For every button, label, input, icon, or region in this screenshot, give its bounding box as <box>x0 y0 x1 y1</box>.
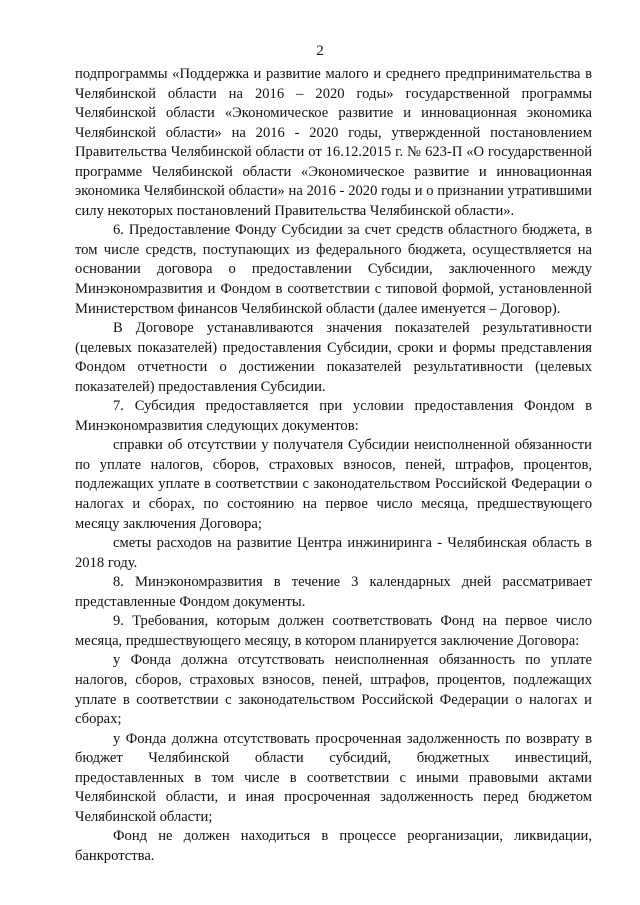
paragraph-8-review: 8. Минэкономразвития в течение 3 календарных дней рассматривает представленные Фондом документы. <box>75 574 592 610</box>
paragraph-subprogram-continuation: подпрограммы «Поддержка и развитие малого и среднего предпринимательства в Челябинской области на 2016 – 2020 годы» государственной программы Челябинской области «Экономическое развитие и инновационная экономика Челябинской области» на 2016 - 2020 годы, утвержденной постановлением Правительства Челябинской области от 16.12.2015 г. № 623-П «О государственной программе Челябинской области «Экономическое развитие и инновационная экономика Челябинской области» на 2016 - 2020 годы и о признании утратившими силу некоторых постановлений Правительства Челябинской области». <box>75 66 592 219</box>
document-body <box>75 65 592 866</box>
paragraph-6-subsidy-provision: 6. Предоставление Фонду Субсидии за счет средств областного бюджета, в том числе средств, поступающих из федерального бюджета, осуществляется на основании договора о предоставлении Субсидии, заключенного между Минэкономразвития и Фондом в соответствии с типовой формой, установленной Министерством финансов Челябинской области (далее именуется – Договор). <box>75 222 592 317</box>
paragraph-agreement-indicators: В Договоре устанавливаются значения показателей результативности (целевых показателей) предоставления Субсидии, сроки и формы представления Фондом отчетности о достижении показателей результативности (целевых показателей) предоставления Субсидии. <box>75 320 592 395</box>
paragraph-no-reorganization: Фонд не должен находиться в процессе реорганизации, ликвидации, банкротства. <box>75 828 592 864</box>
paragraph-9-requirements: 9. Требования, которым должен соответствовать Фонд на первое число месяца, предшествующего месяцу, в котором планируется заключение Договора: <box>75 613 592 649</box>
paragraph-no-budget-arrears: у Фонда должна отсутствовать просроченная задолженность по возврату в бюджет Челябинской области субсидий, бюджетных инвестиций, предоставленных в том числе в соответствии с иными правовыми актами Челябинской области, и иная просроченная задолженность перед бюджетом Челябинской области; <box>75 730 592 825</box>
paragraph-7-documents: 7. Субсидия предоставляется при условии предоставления Фондом в Минэкономразвития следующих документов: <box>75 398 592 434</box>
paragraph-tax-certificate: справки об отсутствии у получателя Субсидии неисполненной обязанности по уплате налогов, сборов, страховых взносов, пеней, штрафов, процентов, подлежащих уплате в соответствии с законодательством Российской Федерации о налогах и сборах, по состоянию на первое число месяца, предшествующего месяцу заключения Договора; <box>75 437 592 532</box>
page-number: 2 <box>316 43 324 59</box>
paragraph-no-tax-debt: у Фонда должна отсутствовать неисполненная обязанность по уплате налогов, сборов, страховых взносов, пеней, штрафов, процентов, подлежащих уплате в соответствии с законодательством Российской Федерации о налогах и сборах; <box>75 652 592 728</box>
paragraph-expense-estimate: сметы расходов на развитие Центра инжиниринга - Челябинская область в 2018 году. <box>75 535 592 571</box>
